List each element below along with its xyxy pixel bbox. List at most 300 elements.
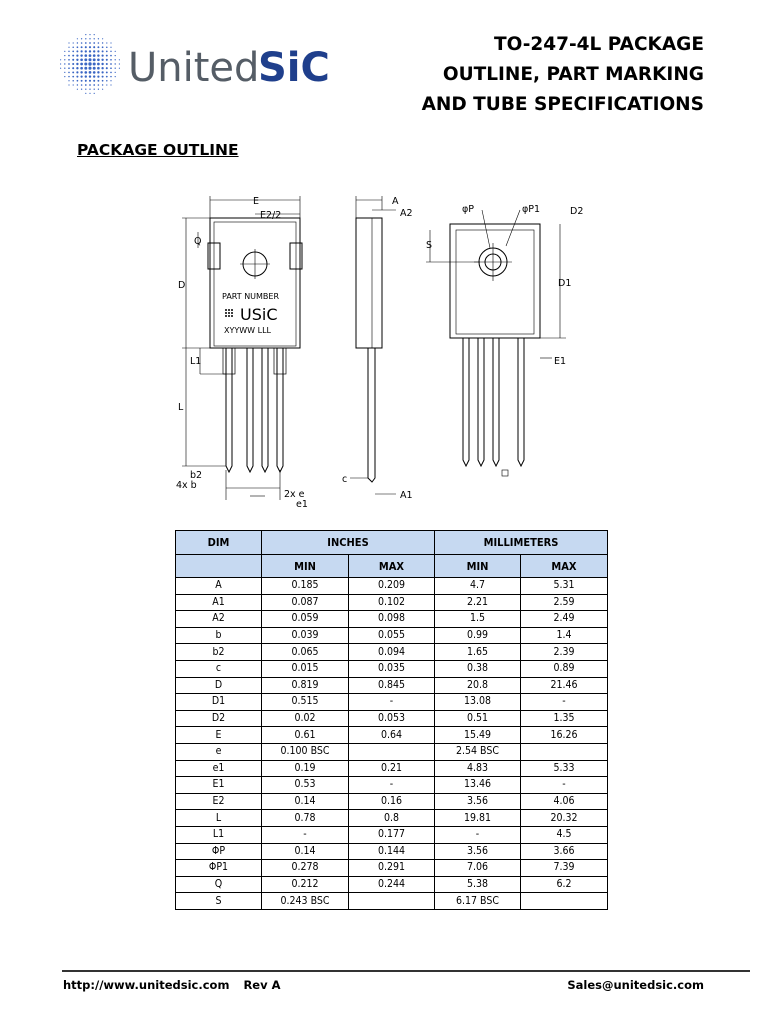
table-row — [176, 893, 608, 910]
unitedsic-logo — [60, 26, 350, 106]
logo-dot — [60, 59, 61, 60]
logo-dot — [77, 84, 78, 85]
logo-dot — [110, 80, 111, 81]
logo-dot — [102, 89, 103, 90]
table-cell-in-max: 0.64 — [349, 727, 435, 744]
table-cell-dim: D1 — [176, 694, 262, 711]
logo-dot — [77, 42, 78, 43]
dim-label-E1: E1 — [554, 356, 567, 367]
logo-dot — [110, 47, 111, 48]
table-cell-mm-min: 7.06 — [435, 860, 521, 877]
logo-dot — [114, 63, 115, 64]
logo-dot — [64, 51, 65, 52]
logo-dot — [97, 46, 99, 48]
table-cell-in-min: 0.100 BSC — [262, 743, 349, 760]
table-cell-mm-max: - — [521, 777, 608, 794]
table-cell-dim: b — [176, 627, 262, 644]
table-cell-mm-max: 7.39 — [521, 860, 608, 877]
logo-dot — [89, 84, 91, 86]
table-cell-in-min: - — [262, 826, 349, 843]
table-cell-mm-min: 0.38 — [435, 660, 521, 677]
logo-dot — [80, 71, 82, 73]
logo-dot — [80, 63, 83, 66]
table-cell-dim: D — [176, 677, 262, 694]
table-cell-in-max: - — [349, 777, 435, 794]
table-cell-in-max: 0.094 — [349, 644, 435, 661]
logo-dot — [81, 38, 82, 39]
table-cell-in-min: 0.185 — [262, 578, 349, 595]
logo-dot — [89, 46, 91, 48]
logo-dot — [89, 80, 91, 82]
table-cell-mm-max: 1.4 — [521, 627, 608, 644]
table-cell-dim: D2 — [176, 710, 262, 727]
logo-dot — [106, 42, 107, 43]
table-cell-mm-min: 6.17 BSC — [435, 893, 521, 910]
table-cell-in-max: 0.177 — [349, 826, 435, 843]
logo-dot — [119, 59, 120, 60]
table-row — [176, 876, 608, 893]
dim-label-D: D — [178, 280, 186, 291]
footer-divider — [62, 970, 750, 972]
table-cell-mm-min: 1.65 — [435, 644, 521, 661]
table-cell-mm-min: - — [435, 826, 521, 843]
dim-label-c: c — [342, 474, 348, 485]
logo-dot — [89, 71, 92, 74]
logo-dot — [97, 71, 99, 73]
dim-label-E: E — [253, 196, 260, 207]
logo-dot — [93, 58, 96, 61]
logo-dot — [68, 72, 70, 74]
logo-dot — [115, 68, 116, 69]
logo-dot — [106, 59, 108, 61]
logo-dot — [81, 46, 83, 48]
dim-label-e1: e1 — [296, 499, 308, 510]
logo-dot — [93, 71, 96, 74]
logo-dot — [98, 42, 100, 44]
logo-dot — [73, 84, 74, 85]
logo-dot — [72, 63, 74, 65]
logo-dot — [101, 63, 103, 65]
logo-dot — [102, 50, 104, 52]
logo-dot — [68, 67, 70, 69]
logo-dot — [106, 71, 108, 73]
front-view — [176, 196, 308, 510]
table-cell-mm-max: 5.31 — [521, 578, 608, 595]
logo-dot — [68, 55, 70, 57]
table-cell-in-min: 0.515 — [262, 694, 349, 711]
table-row — [176, 826, 608, 843]
logo-dot — [110, 76, 111, 77]
logo-dot — [84, 58, 87, 61]
logo-dot — [93, 80, 95, 82]
logo-dot — [89, 50, 91, 52]
logo-dot — [97, 54, 99, 56]
logo-dot — [102, 71, 104, 73]
logo-dot — [98, 84, 100, 86]
table-cell-in-min: 0.059 — [262, 611, 349, 628]
logo-dot — [94, 38, 95, 39]
header-mm-min: MIN — [435, 555, 521, 578]
logo-dot — [72, 46, 74, 48]
logo-dot — [72, 59, 74, 61]
logo-dot — [68, 76, 69, 77]
table-cell-in-max: 0.035 — [349, 660, 435, 677]
table-cell-mm-max: 2.49 — [521, 611, 608, 628]
table-row — [176, 627, 608, 644]
table-cell-in-max: - — [349, 694, 435, 711]
logo-dot — [98, 38, 99, 39]
logo-dot — [84, 54, 87, 57]
logo-dot — [106, 67, 108, 69]
package-outline-drawing — [160, 188, 600, 518]
logo-dot — [85, 34, 86, 35]
table-cell-mm-min: 4.83 — [435, 760, 521, 777]
table-cell-in-min: 0.087 — [262, 594, 349, 611]
table-cell-mm-max — [521, 893, 608, 910]
table-cell-dim: A2 — [176, 611, 262, 628]
header-blank — [176, 555, 262, 578]
table-cell-mm-min: 3.56 — [435, 793, 521, 810]
title-line-3: AND TUBE SPECIFICATIONS — [421, 94, 704, 115]
table-cell-dim: E1 — [176, 777, 262, 794]
table-cell-mm-max: 3.66 — [521, 843, 608, 860]
logo-dot — [84, 71, 87, 74]
dim-label-A1: A1 — [400, 490, 413, 501]
logo-dot — [93, 50, 95, 52]
table-cell-mm-max: 0.89 — [521, 660, 608, 677]
logo-dot — [88, 62, 91, 65]
logo-dot — [102, 80, 104, 82]
table-cell-mm-min: 5.38 — [435, 876, 521, 893]
logo-dot — [110, 72, 112, 74]
table-cell-dim: A1 — [176, 594, 262, 611]
logo-dot — [94, 89, 95, 90]
dim-label-L1: L1 — [190, 356, 202, 367]
dim-label-D2: D2 — [570, 206, 584, 217]
logo-dot — [81, 76, 83, 78]
back-view — [426, 204, 583, 476]
table-row — [176, 611, 608, 628]
logo-dot — [64, 68, 65, 69]
table-cell-in-min: 0.14 — [262, 843, 349, 860]
logo-dot — [76, 71, 78, 73]
table-row — [176, 793, 608, 810]
table-cell-in-max: 0.21 — [349, 760, 435, 777]
document-title — [344, 30, 704, 120]
logo-dot — [64, 63, 65, 64]
logo-dot — [85, 42, 87, 44]
dim-label-Q: Q — [194, 236, 202, 247]
logo-dot — [119, 63, 120, 64]
table-cell-in-max — [349, 893, 435, 910]
table-row — [176, 860, 608, 877]
logo-dot — [89, 75, 91, 77]
logo-dot — [115, 51, 116, 52]
logo-dot — [72, 76, 74, 78]
logo-dot — [93, 75, 95, 77]
logo-dot — [101, 59, 103, 61]
table-row — [176, 843, 608, 860]
logo-dot — [76, 59, 78, 61]
dim-label-A: A — [392, 196, 399, 207]
logo-dot — [68, 63, 70, 65]
logo-dot — [102, 46, 104, 48]
title-line-2: OUTLINE, PART MARKING — [442, 64, 704, 85]
table-cell-mm-min: 0.99 — [435, 627, 521, 644]
table-row — [176, 677, 608, 694]
table-cell-in-min: 0.61 — [262, 727, 349, 744]
table-cell-dim: c — [176, 660, 262, 677]
table-row — [176, 760, 608, 777]
logo-dot — [93, 42, 95, 44]
table-cell-in-min: 0.243 BSC — [262, 893, 349, 910]
logo-dot — [115, 55, 116, 56]
table-cell-mm-max: - — [521, 694, 608, 711]
dim-label-D1: D1 — [558, 278, 572, 289]
header-in-min: MIN — [262, 555, 349, 578]
table-cell-mm-min: 13.46 — [435, 777, 521, 794]
table-cell-mm-max: 20.32 — [521, 810, 608, 827]
logo-dot — [98, 89, 99, 90]
dim-label-E2: E2/2 — [260, 210, 282, 221]
marking-logo-dots-icon — [225, 309, 233, 317]
logo-dot — [85, 80, 87, 82]
table-cell-in-min: 0.212 — [262, 876, 349, 893]
logo-dot — [89, 42, 91, 44]
marking-date-lot: XYYWW LLL — [224, 326, 271, 335]
logo-dot — [81, 89, 82, 90]
logo-dot — [85, 46, 87, 48]
logo-dot — [115, 76, 116, 77]
logo-dot — [88, 67, 91, 70]
title-line-1: TO-247-4L PACKAGE — [494, 34, 704, 55]
logo-dot — [68, 51, 69, 52]
table-cell-mm-max: 1.35 — [521, 710, 608, 727]
table-cell-in-max: 0.845 — [349, 677, 435, 694]
logo-dot — [106, 80, 108, 82]
table-row — [176, 777, 608, 794]
header-millimeters: MILLIMETERS — [435, 531, 608, 555]
table-row — [176, 578, 608, 595]
logo-text-united: United — [128, 45, 260, 91]
table-cell-in-min: 0.015 — [262, 660, 349, 677]
table-cell-dim: A — [176, 578, 262, 595]
dim-label-b: 4x b — [176, 480, 197, 491]
dim-label-L: L — [178, 402, 184, 413]
table-cell-in-min: 0.278 — [262, 860, 349, 877]
header-dim: DIM — [176, 531, 262, 555]
table-cell-in-min: 0.039 — [262, 627, 349, 644]
table-row — [176, 594, 608, 611]
table-cell-mm-max: 2.59 — [521, 594, 608, 611]
logo-dot — [85, 89, 86, 90]
logo-dot — [88, 58, 91, 61]
table-cell-dim: Q — [176, 876, 262, 893]
table-row — [176, 743, 608, 760]
front-leads — [223, 348, 286, 472]
table-cell-mm-min: 20.8 — [435, 677, 521, 694]
header-mm-max: MAX — [521, 555, 608, 578]
logo-dot — [97, 50, 99, 52]
table-cell-dim: L — [176, 810, 262, 827]
logo-dot — [101, 67, 103, 69]
logo-dot — [93, 84, 95, 86]
logo-dot — [72, 55, 74, 57]
logo-dot — [81, 80, 83, 82]
table-row — [176, 810, 608, 827]
logo-dot — [68, 59, 70, 61]
table-cell-dim: e — [176, 743, 262, 760]
logo-dot — [102, 76, 104, 78]
table-cell-dim: E2 — [176, 793, 262, 810]
logo-dot — [80, 54, 82, 56]
table-cell-mm-min: 15.49 — [435, 727, 521, 744]
footer-email-link[interactable]: Sales@unitedsic.com — [567, 978, 704, 992]
table-cell-in-min: 0.819 — [262, 677, 349, 694]
table-cell-dim: E — [176, 727, 262, 744]
table-cell-mm-min: 2.54 BSC — [435, 743, 521, 760]
table-cell-dim: L1 — [176, 826, 262, 843]
logo-dot — [76, 63, 78, 65]
table-cell-dim: ΦP — [176, 843, 262, 860]
logo-dot — [102, 84, 103, 85]
table-cell-in-max: 0.244 — [349, 876, 435, 893]
dim-label-S: S — [426, 240, 433, 251]
table-cell-mm-min: 0.51 — [435, 710, 521, 727]
logo-dot — [106, 51, 108, 53]
table-cell-in-max: 0.098 — [349, 611, 435, 628]
table-cell-dim: S — [176, 893, 262, 910]
table-cell-in-max: 0.144 — [349, 843, 435, 860]
logo-dot — [110, 59, 112, 61]
dim-label-e: 2x e — [284, 489, 305, 500]
logo-dot — [85, 93, 86, 94]
logo-dot — [84, 62, 87, 65]
side-body — [356, 218, 382, 348]
table-cell-in-max — [349, 743, 435, 760]
table-cell-mm-max: 4.5 — [521, 826, 608, 843]
dim-label-b2: b2 — [190, 470, 203, 481]
back-body — [450, 224, 540, 338]
logo-dot — [110, 51, 111, 52]
back-leads — [463, 338, 524, 466]
logo-dot — [110, 84, 111, 85]
logo-dot-sphere-icon — [60, 34, 120, 94]
footer-left — [63, 978, 281, 992]
logo-dot — [72, 51, 74, 53]
logo-dot — [60, 63, 61, 64]
footer-revision: Rev A — [243, 978, 281, 992]
logo-dot — [89, 54, 92, 57]
table-cell-in-min: 0.19 — [262, 760, 349, 777]
logo-dot — [97, 67, 100, 70]
logo-dot — [115, 59, 116, 60]
logo-dot — [85, 84, 87, 86]
logo-dot — [106, 63, 108, 65]
logo-dot — [76, 50, 78, 52]
logo-dot — [102, 42, 103, 43]
logo-dot — [77, 80, 79, 82]
table-cell-mm-max: 16.26 — [521, 727, 608, 744]
logo-dot — [93, 62, 96, 65]
table-cell-mm-max: 21.46 — [521, 677, 608, 694]
table-cell-in-min: 0.02 — [262, 710, 349, 727]
logo-dot — [80, 67, 83, 70]
header-inches: INCHES — [262, 531, 435, 555]
logo-dot — [60, 68, 61, 69]
table-cell-mm-min: 4.7 — [435, 578, 521, 595]
logo-dot — [93, 54, 96, 57]
dim-label-phiP1: φP1 — [522, 204, 541, 215]
logo-dot — [64, 55, 65, 56]
table-cell-dim: ΦP1 — [176, 860, 262, 877]
logo-dot — [106, 84, 107, 85]
dim-label-A2: A2 — [400, 208, 413, 219]
logo-dot — [76, 67, 78, 69]
logo-dot — [115, 72, 116, 73]
logo-dot — [73, 42, 74, 43]
table-cell-mm-min: 3.56 — [435, 843, 521, 860]
logo-dot — [68, 80, 69, 81]
logo-dot — [84, 67, 87, 70]
table-cell-in-max: 0.16 — [349, 793, 435, 810]
logo-dot — [89, 38, 90, 39]
logo-dot — [106, 55, 108, 57]
logo-dot — [89, 93, 90, 94]
table-cell-in-min: 0.14 — [262, 793, 349, 810]
logo-dot — [80, 58, 83, 61]
logo-dot — [106, 46, 108, 48]
logo-dot — [97, 63, 100, 66]
table-cell-in-max: 0.055 — [349, 627, 435, 644]
logo-dot — [72, 71, 74, 73]
table-row — [176, 644, 608, 661]
logo-dot — [85, 75, 87, 77]
logo-dot — [97, 58, 100, 61]
table-row — [176, 710, 608, 727]
table-cell-dim: e1 — [176, 760, 262, 777]
logo-dot — [93, 46, 95, 48]
table-cell-mm-max: 5.33 — [521, 760, 608, 777]
logo-dot — [64, 72, 65, 73]
table-cell-in-max: 0.102 — [349, 594, 435, 611]
table-cell-mm-min: 19.81 — [435, 810, 521, 827]
footer-url-link[interactable]: http://www.unitedsic.com — [63, 978, 230, 992]
marking-logo: USiC — [240, 305, 278, 324]
logo-dot — [64, 59, 65, 60]
logo-dot — [110, 63, 112, 65]
logo-dot — [77, 46, 79, 48]
logo-dot — [85, 38, 86, 39]
table-row — [176, 694, 608, 711]
marking-part-number: PART NUMBER — [222, 292, 280, 301]
table-cell-in-max: 0.8 — [349, 810, 435, 827]
logo-dot — [97, 80, 99, 82]
table-cell-in-max: 0.291 — [349, 860, 435, 877]
table-cell-in-min: 0.53 — [262, 777, 349, 794]
logo-dot — [106, 76, 108, 78]
logo-dot — [110, 67, 112, 69]
table-cell-mm-max: 2.39 — [521, 644, 608, 661]
logo-dot — [81, 42, 83, 44]
logo-dot — [94, 34, 95, 35]
logo-dot — [102, 55, 104, 57]
section-heading-package-outline: PACKAGE OUTLINE — [77, 141, 239, 159]
table-cell-mm-max — [521, 743, 608, 760]
logo-dot — [77, 38, 78, 39]
table-cell-mm-min: 2.21 — [435, 594, 521, 611]
logo-dot — [68, 84, 69, 85]
